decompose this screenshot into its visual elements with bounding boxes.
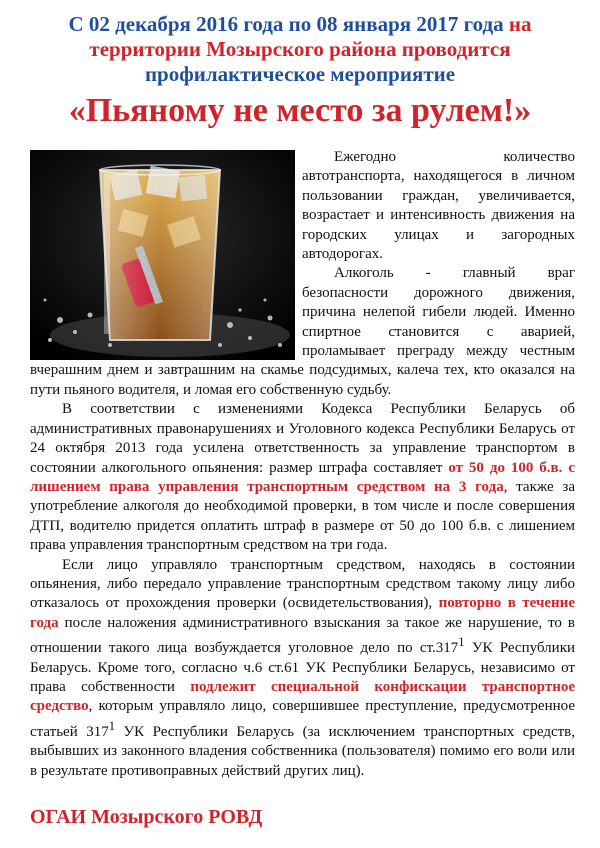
header-na: на <box>508 12 532 36</box>
paragraph-4-mid2: УК Республики Беларусь. Кроме того, согласно ч.6 ст.61 УК Республики Беларусь, независимо от права собственности <box>30 640 576 695</box>
paragraph-4-mid3: , которым управляло лицо, совершившее преступление, предусмотренное статьей 317 <box>30 698 575 740</box>
paragraph-4 <box>30 556 575 781</box>
article-body <box>30 148 575 781</box>
image-wrap-spacer <box>30 148 302 360</box>
paragraph-3-start: В соответствии с изменениями Кодекса Республики Беларусь об административных правонарушениях и Уголовного кодекса Республики Беларусь от 24 октября 2013 года усилена ответственность за управление транспортом в состоянии алкогольного опьянения: размер штрафа составляет <box>30 401 575 476</box>
header-line-3: профилактическое мероприятие <box>144 62 456 86</box>
signature: ОГАИ Мозырского РОВД <box>30 806 263 828</box>
paragraph-4-start: Если лицо управляло транспортным средством, находясь в состоянии опьянения, либо передало управление транспортным средством такому лицу либо отказалось от прохождения проверки (освидетельствования), <box>30 556 575 612</box>
header <box>20 12 580 131</box>
paragraph-2-start: Алкоголь - главный враг безопасности дорожного движения, причина нелепой гибели людей. Именно спиртное становится <box>302 265 575 340</box>
header-line-1 <box>20 12 580 37</box>
header-dates: С 02 декабря 2016 года по 08 января 2017 года <box>68 12 504 36</box>
paragraph-1: Ежегодно количество автотранспорта, находящегося в личном пользовании граждан, увеличивается, возрастает и интенсивность движения на городских улицах и загородных автодорогах. <box>302 149 575 263</box>
article-superscript-1: 1 <box>458 635 465 650</box>
paragraph-4-end: УК Республики Беларусь (за исключением транспортных средств, выбывших из законного владения собственника (пользователя) помимо его воли или в результате противоправных действий других лиц). <box>30 723 575 779</box>
paragraph-2-cont: аварией, проламывает преграду между честным вчерашним днем и завтрашним на скамье подсудимых, калеча тех, кто оказался на пути пьяного водителя, и ломая его собственную судьбу. <box>30 323 575 398</box>
paragraph-3 <box>30 400 575 555</box>
slogan-title: «Пьяному не место за рулем!» <box>68 92 532 129</box>
paragraph-3-end: , также за употребление алкоголя до необходимой проверки, в том числе и после совершения ДТП, водителю придется оплатить штраф в размере от 50 до 100 б.в. с лишением права управления транспортным средством на три года. <box>30 478 575 554</box>
paragraph-4-mid1: после наложения административного взыскания за такое же нарушение, то в отношении такого лица возбуждается уголовное дело по ст.317 <box>30 614 576 657</box>
article-superscript-2: 1 <box>108 718 115 733</box>
fine-highlight: от 50 до 100 б.в. с лишением права управления транспортным средством на 3 года <box>30 459 575 495</box>
header-line-2: территории Мозырского района проводится <box>89 37 511 61</box>
repeat-highlight: повторно в течение года <box>30 595 576 631</box>
paragraph-2-hidden-word: с <box>486 323 494 340</box>
confiscation-highlight: подлежит специальной конфискации транспортное средство <box>30 678 575 715</box>
